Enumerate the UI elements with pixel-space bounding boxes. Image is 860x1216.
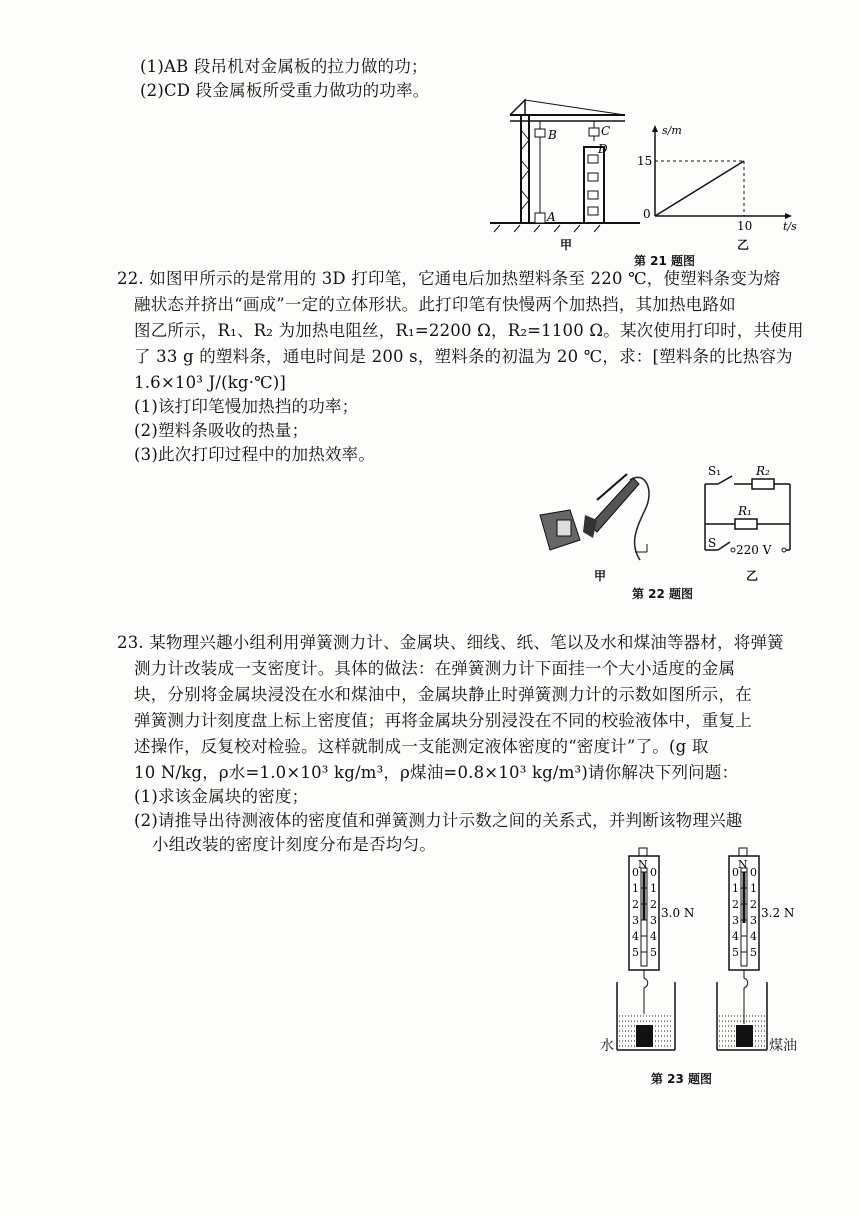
meter-water-scale-r-4: 4 (650, 930, 657, 943)
q21-sub2: (2)CD 段金属板所受重力做功的功率。 (140, 81, 430, 100)
crane-label-c: C (601, 124, 611, 138)
q23-line-3: 块，分别将金属块浸没在水和煤油中，金属块静止时弹簧测力计的示数如图所示，在 (134, 685, 752, 704)
q23-sub1: (1)求该金属块的密度； (134, 787, 309, 806)
spring-meter-water (629, 848, 694, 1024)
q22-caption: 第 22 题图 (632, 587, 694, 601)
q23-sub2-cont: 小组改装的密度计刻度分布是否均匀。 (152, 835, 436, 854)
meter-water-scale-l-5: 5 (632, 946, 639, 959)
crane-label-d: D (598, 142, 608, 156)
q23-line-5: 述操作，反复校对检验。这样就制成一支能测定液体密度的“密度计”了。(g 取 (134, 737, 709, 756)
meter-water-scale-r-0: 0 (650, 866, 657, 879)
st-xtick: 10 (737, 219, 753, 233)
meter-water-scale-r-5: 5 (650, 946, 657, 959)
q22-line-5: 1.6×10³ J/(kg·℃)] (134, 373, 287, 392)
st-ytick: 15 (637, 154, 653, 168)
meter-water-scale-l-2: 2 (632, 898, 639, 911)
meter-kerosene-scale-l-1: 1 (732, 882, 739, 895)
meter-water-scale-l-1: 1 (632, 882, 639, 895)
q21-sub1: (1)AB 段吊机对金属板的拉力做的功； (140, 57, 428, 76)
q23-sub2: (2)请推导出待测液体的密度值和弹簧测力计示数之间的关系式，并判断该物理兴趣 (134, 811, 743, 830)
meter-kerosene-unit: N (738, 858, 748, 871)
meter-kerosene-scale-r-3: 3 (750, 914, 757, 927)
meter-kerosene-scale-l-2: 2 (732, 898, 739, 911)
circuit-r1: R₁ (738, 504, 752, 518)
circuit-s: S (708, 536, 717, 550)
label-water: 水 (600, 1038, 614, 1054)
q22-sub2: (2)塑料条吸收的热量； (134, 421, 309, 440)
reading-kerosene: 3.2 N (761, 906, 795, 920)
q22-line-1: 22. 如图甲所示的是常用的 3D 打印笔，它通电后加热塑料条至 220 ℃，使塑料条变为熔 (117, 269, 781, 288)
circuit-s1: S₁ (708, 464, 722, 478)
circuit-r2: R₂ (756, 464, 770, 478)
q21-st-graph (637, 120, 800, 233)
q23-line-1: 23. 某物理兴趣小组利用弹簧测力计、金属块、细线、纸、笔以及水和煤油等器材，将弹簧 (117, 633, 784, 652)
q22-sub3: (3)此次打印过程中的加热效率。 (134, 445, 376, 464)
meter-water-scale-r-2: 2 (650, 898, 657, 911)
meter-kerosene-scale-r-2: 2 (750, 898, 757, 911)
meter-water-scale-l-0: 0 (632, 866, 639, 879)
q23-line-4: 弹簧测力计刻度盘上标上密度值；再将金属块分别浸没在不同的校验液体中，重复上 (134, 711, 752, 730)
q22-sub1: (1)该打印笔慢加热挡的功率； (134, 397, 359, 416)
q21-caption: 第 21 题图 (634, 254, 696, 268)
meter-water-scale-l-4: 4 (632, 930, 639, 943)
circuit-voltage: 220 V (736, 543, 772, 557)
q21-fig-yi: 乙 (737, 238, 750, 252)
q22-fig-yi: 乙 (746, 569, 759, 583)
meter-water-scale-l-3: 3 (632, 914, 639, 927)
meter-kerosene-scale-l-0: 0 (732, 866, 739, 879)
q22-line-3: 图乙所示，R₁、R₂ 为加热电阻丝，R₁=2200 Ω，R₂=1100 Ω。某次使用打印时，共使用 (134, 321, 804, 340)
meter-kerosene-scale-l-3: 3 (732, 914, 739, 927)
meter-kerosene-scale-r-5: 5 (750, 946, 757, 959)
meter-water-scale-r-3: 3 (650, 914, 657, 927)
meter-kerosene-scale-l-4: 4 (732, 930, 739, 943)
reading-water: 3.0 N (661, 906, 695, 920)
st-origin: 0 (643, 207, 651, 221)
spring-meter-kerosene (729, 848, 794, 1024)
q23-caption: 第 23 题图 (651, 1072, 713, 1086)
q22-line-4: 了 33 g 的塑料条，通电时间是 200 s，塑料条的初温为 20 ℃，求：[塑料条的比热容为 (134, 347, 793, 366)
st-line (655, 161, 744, 216)
crane-label-b: B (548, 128, 557, 142)
meter-water-scale-r-1: 1 (650, 882, 657, 895)
label-kerosene: 煤油 (769, 1038, 797, 1054)
q21-fig-jia: 甲 (560, 238, 573, 252)
meter-water-unit: N (638, 858, 648, 871)
st-xlabel: t/s (783, 220, 797, 233)
q22-3d-pen-image (535, 460, 665, 565)
q22-circuit (690, 462, 805, 567)
q22-fig-jia: 甲 (594, 569, 607, 583)
meter-kerosene-scale-r-1: 1 (750, 882, 757, 895)
q23-line-6: 10 N/kg，ρ水=1.0×10³ kg/m³，ρ煤油=0.8×10³ kg/m³)请你解决下列问题： (134, 763, 739, 782)
q23-line-2: 测力计改装成一支密度计。具体的做法：在弹簧测力计下面挂一个大小适度的金属 (134, 659, 736, 678)
meter-kerosene-scale-l-5: 5 (732, 946, 739, 959)
q21-crane-figure (490, 95, 640, 255)
crane-label-a: A (547, 210, 556, 224)
q22-line-2: 融状态并挤出“画成”一定的立体形状。此打印笔有快慢两个加热挡，其加热电路如 (134, 295, 736, 314)
st-ylabel: s/m (662, 124, 682, 137)
meter-kerosene-scale-r-4: 4 (750, 930, 757, 943)
meter-kerosene-scale-r-0: 0 (750, 866, 757, 879)
